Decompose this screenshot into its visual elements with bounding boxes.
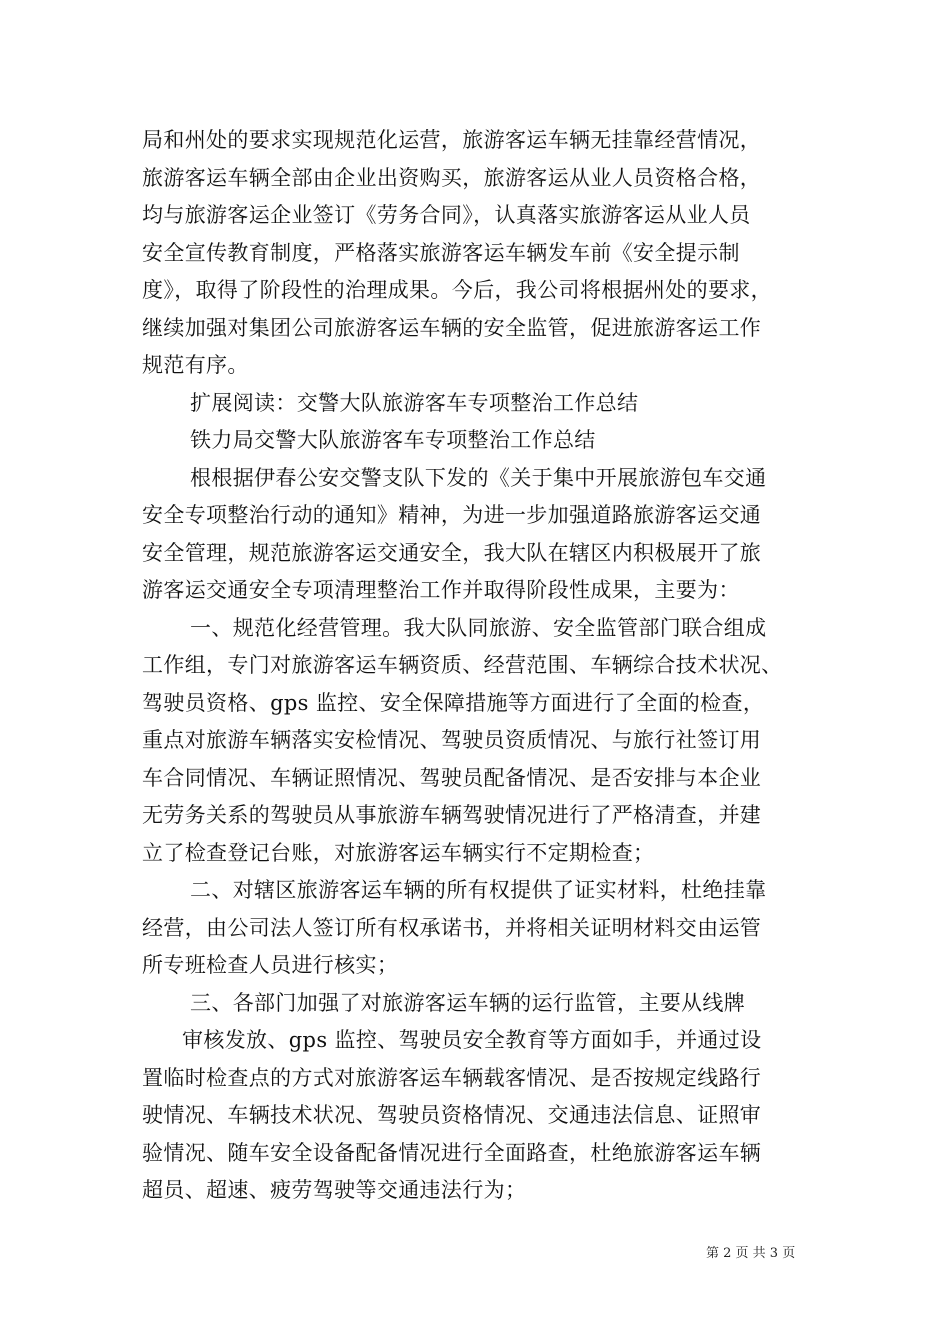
article-title: 铁力局交警大队旅游客车专项整治工作总结: [190, 428, 596, 452]
document-body: [142, 122, 832, 1210]
body-text-line: 均与旅游客运企业签订《劳务合同》，认真落实旅游客运从业人员: [142, 203, 751, 227]
body-text-line: 立了检查登记台账，对旅游客运车辆实行不定期检查；: [142, 840, 655, 865]
body-text-line: 安全宣传教育制度，严格落实旅游客运车辆发车前《安全提示制: [142, 240, 740, 265]
section-three-heading-line: 三、各部门加强了对旅游客运车辆的运行监管，主要从线牌: [190, 990, 746, 1015]
extended-reading-label: 扩展阅读：交警大队旅游客车专项整治工作总结: [190, 390, 639, 415]
body-text-line: 置临时检查点的方式对旅游客运车辆载客情况、是否按规定线路行: [142, 1065, 762, 1090]
body-text-line: 超员、超速、疲劳驾驶等交通违法行为；: [142, 1178, 527, 1202]
body-text-line: 继续加强对集团公司旅游客运车辆的安全监管，促进旅游客运工作: [142, 315, 762, 340]
body-text-line: 游客运交通安全专项清理整治工作并取得阶段性成果，主要为：: [142, 578, 740, 602]
body-text-line: 工作组，专门对旅游客运车辆资质、经营范围、车辆综合技术状况、: [142, 653, 783, 677]
body-text-line: 度》，取得了阶段性的治理成果。今后，我公司将根据州处的要求，: [142, 278, 772, 302]
body-text-line: 驾驶员资格、gps 监控、安全保障措施等方面进行了全面的检查，: [142, 690, 765, 715]
body-text-line: 无劳务关系的驾驶员从事旅游车辆驾驶情况进行了严格清查，并建: [142, 803, 762, 827]
body-text-line: 经营，由公司法人签订所有权承诺书，并将相关证明材料交由运管: [142, 915, 762, 940]
body-text-line: 规范有序。: [142, 353, 249, 377]
body-text-line: 局和州处的要求实现规范化运营，旅游客运车辆无挂靠经营情况，: [142, 128, 762, 152]
section-one-heading-line: 一、规范化经营管理。我大队同旅游、安全监管部门联合组成: [190, 615, 767, 640]
body-text-line: 审核发放、gps 监控、驾驶员安全教育等方面如手，并通过设: [182, 1028, 762, 1052]
body-text-line: 安全专项整治行动的通知》精神，为进一步加强道路旅游客运交通: [142, 503, 762, 527]
body-text-line: 驶情况、车辆技术状况、驾驶员资格情况、交通违法信息、证照审: [142, 1103, 762, 1127]
body-text-line: 验情况、随车安全设备配备情况进行全面路查，杜绝旅游客运车辆: [142, 1140, 762, 1165]
section-two-heading-line: 二、对辖区旅游客运车辆的所有权提供了证实材料，杜绝挂靠: [190, 878, 767, 902]
body-text-line: 重点对旅游车辆落实安检情况、驾驶员资质情况、与旅行社签订用: [142, 728, 762, 752]
body-text-line: 车合同情况、车辆证照情况、驾驶员配备情况、是否安排与本企业: [142, 765, 762, 790]
body-text-line: 旅游客运车辆全部由企业出资购买，旅游客运从业人员资格合格，: [142, 165, 762, 190]
body-text-line: 所专班检查人员进行核实；: [142, 953, 399, 977]
body-text-line: 安全管理，规范旅游客运交通安全，我大队在辖区内积极展开了旅: [142, 540, 762, 565]
page-number-footer: 第 2 页 共 3 页: [706, 1246, 796, 1261]
body-text-line: 根根据伊春公安交警支队下发的《关于集中开展旅游包车交通: [190, 465, 767, 490]
